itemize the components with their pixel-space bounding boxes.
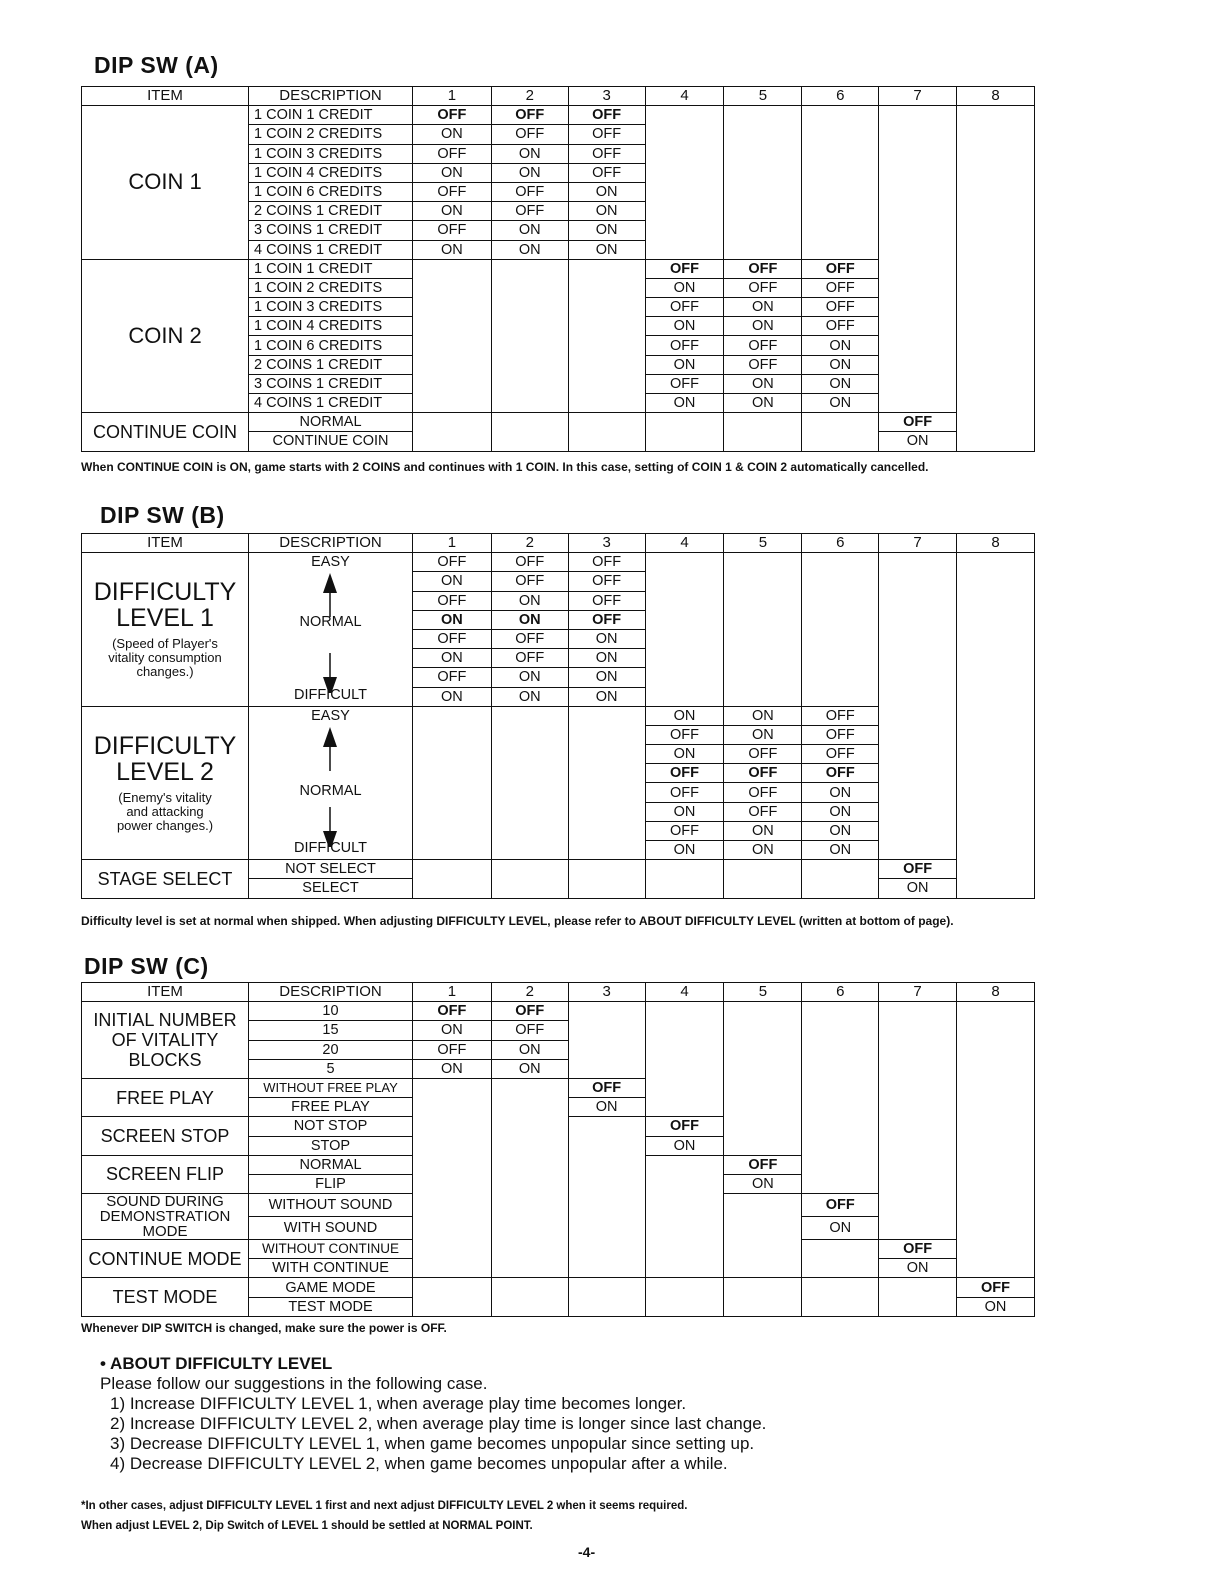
empty-cell <box>879 1278 957 1316</box>
table-cell: OFF <box>724 259 802 278</box>
col-1: 1 <box>412 983 491 1002</box>
table-cell: OFF <box>802 706 879 725</box>
table-cell: ON <box>724 298 802 317</box>
item-continue-coin: CONTINUE COIN <box>82 413 249 451</box>
table-cell: ON <box>412 610 491 629</box>
table-cell: ON <box>412 572 491 591</box>
col-description: DESCRIPTION <box>249 87 413 106</box>
table-cell: OFF <box>491 202 568 221</box>
col-8: 8 <box>957 87 1035 106</box>
table-cell: ON <box>802 841 879 860</box>
header-row <box>82 983 1035 1002</box>
table-cell: ON <box>568 629 645 648</box>
table-cell: TEST MODE <box>249 1297 413 1316</box>
table-cell: ON <box>724 1174 802 1193</box>
empty-cell <box>568 1117 645 1278</box>
table-cell: ON <box>491 687 568 706</box>
empty-cell <box>491 259 568 413</box>
table-cell: 1 COIN 2 CREDITS <box>249 278 413 297</box>
difficulty-scale <box>249 553 413 707</box>
table-cell: OFF <box>412 221 491 240</box>
empty-cell <box>645 413 724 451</box>
col-8: 8 <box>957 983 1035 1002</box>
table-cell: OFF <box>802 1194 879 1217</box>
table-cell: OFF <box>412 182 491 201</box>
table-cell: ON <box>412 649 491 668</box>
col-1: 1 <box>412 534 491 553</box>
empty-cell <box>568 706 645 860</box>
table-cell: ON <box>802 821 879 840</box>
item-title-line: BLOCKS <box>128 1050 202 1071</box>
table-cell: NOT SELECT <box>249 860 413 879</box>
empty-cell <box>568 1002 645 1079</box>
table-cell: OFF <box>724 802 802 821</box>
table-cell: ON <box>412 1021 491 1040</box>
page-number: -4- <box>578 1544 596 1560</box>
table-cell: OFF <box>568 144 645 163</box>
empty-cell <box>491 413 568 451</box>
table-cell: ON <box>491 163 568 182</box>
item-subtitle-line: vitality consumption <box>108 650 222 666</box>
table-cell: OFF <box>491 182 568 201</box>
table-cell: 2 COINS 1 CREDIT <box>249 202 413 221</box>
table-cell: ON <box>724 394 802 413</box>
table-cell: 1 COIN 6 CREDITS <box>249 182 413 201</box>
table-cell: ON <box>645 745 724 764</box>
dip-sw-b-title: DIP SW (B) <box>100 502 225 528</box>
col-item: ITEM <box>82 87 249 106</box>
scale-difficult: DIFFICULT <box>293 840 367 857</box>
item-title-line: INITIAL NUMBER <box>93 1010 237 1031</box>
table-cell: ON <box>412 687 491 706</box>
table-cell: OFF <box>802 317 879 336</box>
col-6: 6 <box>802 983 879 1002</box>
table-cell: 3 COINS 1 CREDIT <box>249 221 413 240</box>
table-cell: OFF <box>802 278 879 297</box>
col-8: 8 <box>957 534 1035 553</box>
table-cell: ON <box>568 221 645 240</box>
col-2: 2 <box>491 983 568 1002</box>
col-4: 4 <box>645 983 724 1002</box>
table-cell: OFF <box>645 374 724 393</box>
table-cell: ON <box>491 591 568 610</box>
dip-sw-c-table <box>81 982 1035 1317</box>
about-intro: Please follow our suggestions in the following case. <box>100 1374 488 1393</box>
empty-cell <box>802 553 879 707</box>
item-subtitle-line: and attacking <box>126 803 204 819</box>
table-cell: OFF <box>879 413 957 432</box>
table-cell: OFF <box>645 336 724 355</box>
col-7: 7 <box>879 87 957 106</box>
col-3: 3 <box>568 87 645 106</box>
scale-difficult: DIFFICULT <box>293 686 367 703</box>
empty-cell <box>802 1278 879 1316</box>
item-subtitle-line: changes.) <box>136 664 194 680</box>
empty-cell <box>645 553 724 707</box>
table-cell: ON <box>645 394 724 413</box>
table-cell: ON <box>724 706 802 725</box>
col-item: ITEM <box>82 983 249 1002</box>
table-cell: WITHOUT CONTINUE <box>249 1240 413 1259</box>
empty-cell <box>412 259 491 413</box>
table-cell: OFF <box>724 1155 802 1174</box>
col-description: DESCRIPTION <box>249 534 413 553</box>
item-subtitle-line: power changes.) <box>116 817 214 833</box>
table-cell: OFF <box>802 725 879 744</box>
table-cell: OFF <box>491 125 568 144</box>
header-row <box>82 87 1035 106</box>
empty-cell <box>802 1240 879 1278</box>
table-cell: OFF <box>412 591 491 610</box>
empty-cell <box>879 106 957 413</box>
table-cell: ON <box>568 649 645 668</box>
table-cell: OFF <box>957 1278 1035 1297</box>
table-cell: ON <box>724 374 802 393</box>
col-3: 3 <box>568 983 645 1002</box>
table-cell: OFF <box>645 821 724 840</box>
table-cell: OFF <box>491 572 568 591</box>
empty-cell <box>957 106 1035 451</box>
table-cell: OFF <box>724 355 802 374</box>
table-cell: OFF <box>412 144 491 163</box>
table-cell: STOP <box>249 1136 413 1155</box>
table-cell: 1 COIN 6 CREDITS <box>249 336 413 355</box>
table-cell: OFF <box>491 553 568 572</box>
list-item: 3) Decrease DIFFICULTY LEVEL 1, when game becomes unpopular since setting up. <box>110 1434 755 1453</box>
scale-easy: EASY <box>311 554 350 571</box>
table-cell: OFF <box>491 649 568 668</box>
table-cell: OFF <box>568 591 645 610</box>
table-cell: ON <box>568 1098 645 1117</box>
item-title-line: DIFFICULTY <box>93 578 237 607</box>
empty-cell <box>724 1278 802 1316</box>
empty-cell <box>645 106 724 260</box>
table-cell: ON <box>879 1259 957 1278</box>
table-cell: ON <box>957 1297 1035 1316</box>
table-cell: WITH CONTINUE <box>249 1259 413 1278</box>
table-cell: OFF <box>802 298 879 317</box>
item-subtitle-line: (Enemy's vitality <box>118 789 212 805</box>
table-cell: OFF <box>568 1078 645 1097</box>
table-cell: OFF <box>645 298 724 317</box>
empty-cell <box>645 1155 724 1278</box>
empty-cell <box>568 413 645 451</box>
table-cell: ON <box>645 706 724 725</box>
table-cell: ON <box>491 668 568 687</box>
empty-cell <box>412 1078 491 1278</box>
empty-cell <box>491 1078 568 1278</box>
table-cell: ON <box>645 317 724 336</box>
empty-cell <box>802 860 879 898</box>
table-cell: OFF <box>645 259 724 278</box>
col-5: 5 <box>724 983 802 1002</box>
table-cell: ON <box>724 821 802 840</box>
table-cell: 1 COIN 4 CREDITS <box>249 317 413 336</box>
table-cell: ON <box>802 802 879 821</box>
table-cell: OFF <box>491 1021 568 1040</box>
header-row <box>82 534 1035 553</box>
about-footnote-2: When adjust LEVEL 2, Dip Switch of LEVEL 1 should be settled at NORMAL POINT. <box>81 1520 533 1532</box>
table-cell: ON <box>568 182 645 201</box>
table-cell: 4 COINS 1 CREDIT <box>249 394 413 413</box>
table-cell: OFF <box>568 106 645 125</box>
double-arrow-icon <box>322 573 338 693</box>
table-cell: ON <box>724 317 802 336</box>
item-test-mode: TEST MODE <box>82 1278 249 1316</box>
item-continue-mode: CONTINUE MODE <box>82 1240 249 1278</box>
table-cell: ON <box>491 1059 568 1078</box>
item-screen-flip: SCREEN FLIP <box>82 1155 249 1193</box>
col-3: 3 <box>568 534 645 553</box>
dip-sw-c-note: Whenever DIP SWITCH is changed, make sure the power is OFF. <box>81 1321 447 1335</box>
table-cell: 15 <box>249 1021 413 1040</box>
empty-cell <box>724 860 802 898</box>
dip-sw-b-table <box>81 533 1035 899</box>
table-cell: ON <box>802 355 879 374</box>
table-cell: ON <box>412 240 491 259</box>
table-cell: FLIP <box>249 1174 413 1193</box>
table-cell: ON <box>879 879 957 898</box>
scale-easy: EASY <box>311 707 350 724</box>
table-cell: FREE PLAY <box>249 1098 413 1117</box>
table-cell: OFF <box>645 783 724 802</box>
empty-cell <box>802 106 879 260</box>
table-cell: 3 COINS 1 CREDIT <box>249 374 413 393</box>
table-cell: OFF <box>491 1002 568 1021</box>
list-item: 2) Increase DIFFICULTY LEVEL 2, when average play time is longer since last change. <box>110 1414 767 1433</box>
empty-cell <box>568 860 645 898</box>
item-title-line: LEVEL 2 <box>116 757 214 786</box>
table-cell: 1 COIN 2 CREDITS <box>249 125 413 144</box>
table-cell: GAME MODE <box>249 1278 413 1297</box>
table-cell: WITHOUT FREE PLAY <box>249 1078 413 1097</box>
table-cell: OFF <box>568 125 645 144</box>
item-title-line: DEMONSTRATION MODE <box>99 1208 231 1240</box>
table-cell: OFF <box>802 745 879 764</box>
col-7: 7 <box>879 983 957 1002</box>
col-4: 4 <box>645 534 724 553</box>
table-cell: 1 COIN 1 CREDIT <box>249 259 413 278</box>
dip-sw-a-note: When CONTINUE COIN is ON, game starts with 2 COINS and continues with 1 COIN. In this case, setting of COIN 1 & COIN 2 automatically cancelled. <box>81 460 929 474</box>
table-cell: OFF <box>724 764 802 783</box>
difficulty-scale <box>249 706 413 860</box>
table-cell: 10 <box>249 1002 413 1021</box>
empty-cell <box>645 860 724 898</box>
list-item: 4) Decrease DIFFICULTY LEVEL 2, when game becomes unpopular after a while. <box>110 1454 728 1473</box>
table-cell: 1 COIN 3 CREDITS <box>249 144 413 163</box>
table-cell: ON <box>412 1059 491 1078</box>
table-cell: ON <box>412 125 491 144</box>
empty-cell <box>724 553 802 707</box>
table-cell: ON <box>491 240 568 259</box>
empty-cell <box>568 1278 645 1316</box>
table-cell: ON <box>802 374 879 393</box>
table-cell: CONTINUE COIN <box>249 432 413 451</box>
table-cell: OFF <box>645 725 724 744</box>
item-screen-stop: SCREEN STOP <box>82 1117 249 1155</box>
table-cell: SELECT <box>249 879 413 898</box>
table-cell: ON <box>645 1136 724 1155</box>
table-cell: OFF <box>491 629 568 648</box>
col-description: DESCRIPTION <box>249 983 413 1002</box>
table-cell: 1 COIN 3 CREDITS <box>249 298 413 317</box>
col-6: 6 <box>802 534 879 553</box>
col-6: 6 <box>802 87 879 106</box>
empty-cell <box>491 1278 568 1316</box>
table-cell: ON <box>645 355 724 374</box>
table-cell: 1 COIN 1 CREDIT <box>249 106 413 125</box>
col-5: 5 <box>724 534 802 553</box>
empty-cell <box>645 1002 724 1117</box>
table-cell: ON <box>724 841 802 860</box>
table-cell: WITHOUT SOUND <box>249 1194 413 1217</box>
table-cell: ON <box>802 394 879 413</box>
table-cell: 5 <box>249 1059 413 1078</box>
table-cell: OFF <box>879 1240 957 1259</box>
empty-cell <box>491 860 568 898</box>
table-cell: OFF <box>412 668 491 687</box>
empty-cell <box>879 1002 957 1240</box>
item-initial-vitality <box>82 1002 249 1079</box>
col-item: ITEM <box>82 534 249 553</box>
table-cell: OFF <box>412 629 491 648</box>
table-cell: OFF <box>568 163 645 182</box>
item-difficulty-level-1 <box>82 553 249 707</box>
table-cell: ON <box>491 1040 568 1059</box>
empty-cell <box>412 1278 491 1316</box>
table-cell: NORMAL <box>249 1155 413 1174</box>
table-cell: ON <box>412 202 491 221</box>
table-cell: ON <box>645 278 724 297</box>
empty-cell <box>568 259 645 413</box>
col-4: 4 <box>645 87 724 106</box>
table-cell: OFF <box>491 106 568 125</box>
empty-cell <box>957 553 1035 898</box>
table-cell: OFF <box>724 783 802 802</box>
item-title-line: LEVEL 1 <box>116 604 214 633</box>
table-cell: OFF <box>645 764 724 783</box>
table-cell: ON <box>802 1217 879 1240</box>
empty-cell <box>802 413 879 451</box>
table-cell: ON <box>412 163 491 182</box>
col-7: 7 <box>879 534 957 553</box>
empty-cell <box>645 1278 724 1316</box>
table-cell: OFF <box>645 1117 724 1136</box>
table-cell: ON <box>879 432 957 451</box>
table-cell: ON <box>568 240 645 259</box>
table-cell: 20 <box>249 1040 413 1059</box>
table-cell: ON <box>645 802 724 821</box>
table-cell: OFF <box>412 106 491 125</box>
empty-cell <box>724 1194 802 1278</box>
dip-sw-a-title: DIP SW (A) <box>94 52 219 78</box>
col-5: 5 <box>724 87 802 106</box>
list-item: 1) Increase DIFFICULTY LEVEL 1, when average play time becomes longer. <box>110 1394 687 1413</box>
about-footnote-1: *In other cases, adjust DIFFICULTY LEVEL 1 first and next adjust DIFFICULTY LEVEL 2 when it seems required. <box>81 1500 688 1512</box>
table-cell: WITH SOUND <box>249 1217 413 1240</box>
table-cell: OFF <box>412 1040 491 1059</box>
scale-normal: NORMAL <box>299 614 362 631</box>
table-cell: OFF <box>412 553 491 572</box>
item-sound-demo <box>82 1194 249 1240</box>
empty-cell <box>802 1002 879 1194</box>
item-title-line: DIFFICULTY <box>93 731 237 760</box>
table-cell: ON <box>491 221 568 240</box>
table-cell: 2 COINS 1 CREDIT <box>249 355 413 374</box>
dip-sw-a-table <box>81 86 1035 452</box>
table-cell: 4 COINS 1 CREDIT <box>249 240 413 259</box>
col-2: 2 <box>491 534 568 553</box>
about-difficulty-section <box>100 1354 766 1474</box>
table-cell: ON <box>724 725 802 744</box>
table-cell: 1 COIN 4 CREDITS <box>249 163 413 182</box>
empty-cell <box>491 706 568 860</box>
scale-normal: NORMAL <box>299 782 362 799</box>
table-cell: ON <box>645 841 724 860</box>
empty-cell <box>724 106 802 260</box>
dip-sw-c-title: DIP SW (C) <box>84 953 209 979</box>
table-cell: ON <box>491 610 568 629</box>
item-difficulty-level-2 <box>82 706 249 860</box>
table-cell: ON <box>568 202 645 221</box>
item-stage-select: STAGE SELECT <box>82 860 249 898</box>
empty-cell <box>412 706 491 860</box>
table-cell: NORMAL <box>249 413 413 432</box>
item-coin2: COIN 2 <box>82 259 249 413</box>
col-1: 1 <box>412 87 491 106</box>
item-coin1: COIN 1 <box>82 106 249 260</box>
about-title: • ABOUT DIFFICULTY LEVEL <box>100 1354 333 1373</box>
table-cell: OFF <box>568 553 645 572</box>
table-cell: OFF <box>568 572 645 591</box>
empty-cell <box>412 860 491 898</box>
item-title-line: SOUND DURING <box>106 1193 224 1211</box>
table-cell: ON <box>802 336 879 355</box>
item-free-play: FREE PLAY <box>82 1078 249 1116</box>
table-cell: OFF <box>412 1002 491 1021</box>
table-cell: ON <box>491 144 568 163</box>
empty-cell <box>724 1002 802 1156</box>
empty-cell <box>957 1002 1035 1278</box>
table-cell: ON <box>802 783 879 802</box>
table-cell: ON <box>568 687 645 706</box>
empty-cell <box>724 413 802 451</box>
empty-cell <box>879 553 957 860</box>
table-cell: OFF <box>568 610 645 629</box>
table-cell: NOT STOP <box>249 1117 413 1136</box>
table-cell: OFF <box>724 278 802 297</box>
table-cell: OFF <box>724 745 802 764</box>
empty-cell <box>412 413 491 451</box>
table-cell: ON <box>568 668 645 687</box>
table-cell: OFF <box>724 336 802 355</box>
table-cell: OFF <box>802 764 879 783</box>
col-2: 2 <box>491 87 568 106</box>
dip-sw-b-note: Difficulty level is set at normal when shipped. When adjusting DIFFICULTY LEVEL, please refer to ABOUT DIFFICULTY LEVEL (written at bottom of page). <box>81 914 954 928</box>
table-cell: OFF <box>802 259 879 278</box>
item-subtitle-line: (Speed of Player's <box>112 636 218 652</box>
item-title-line: OF VITALITY <box>111 1030 219 1051</box>
table-cell: OFF <box>879 860 957 879</box>
